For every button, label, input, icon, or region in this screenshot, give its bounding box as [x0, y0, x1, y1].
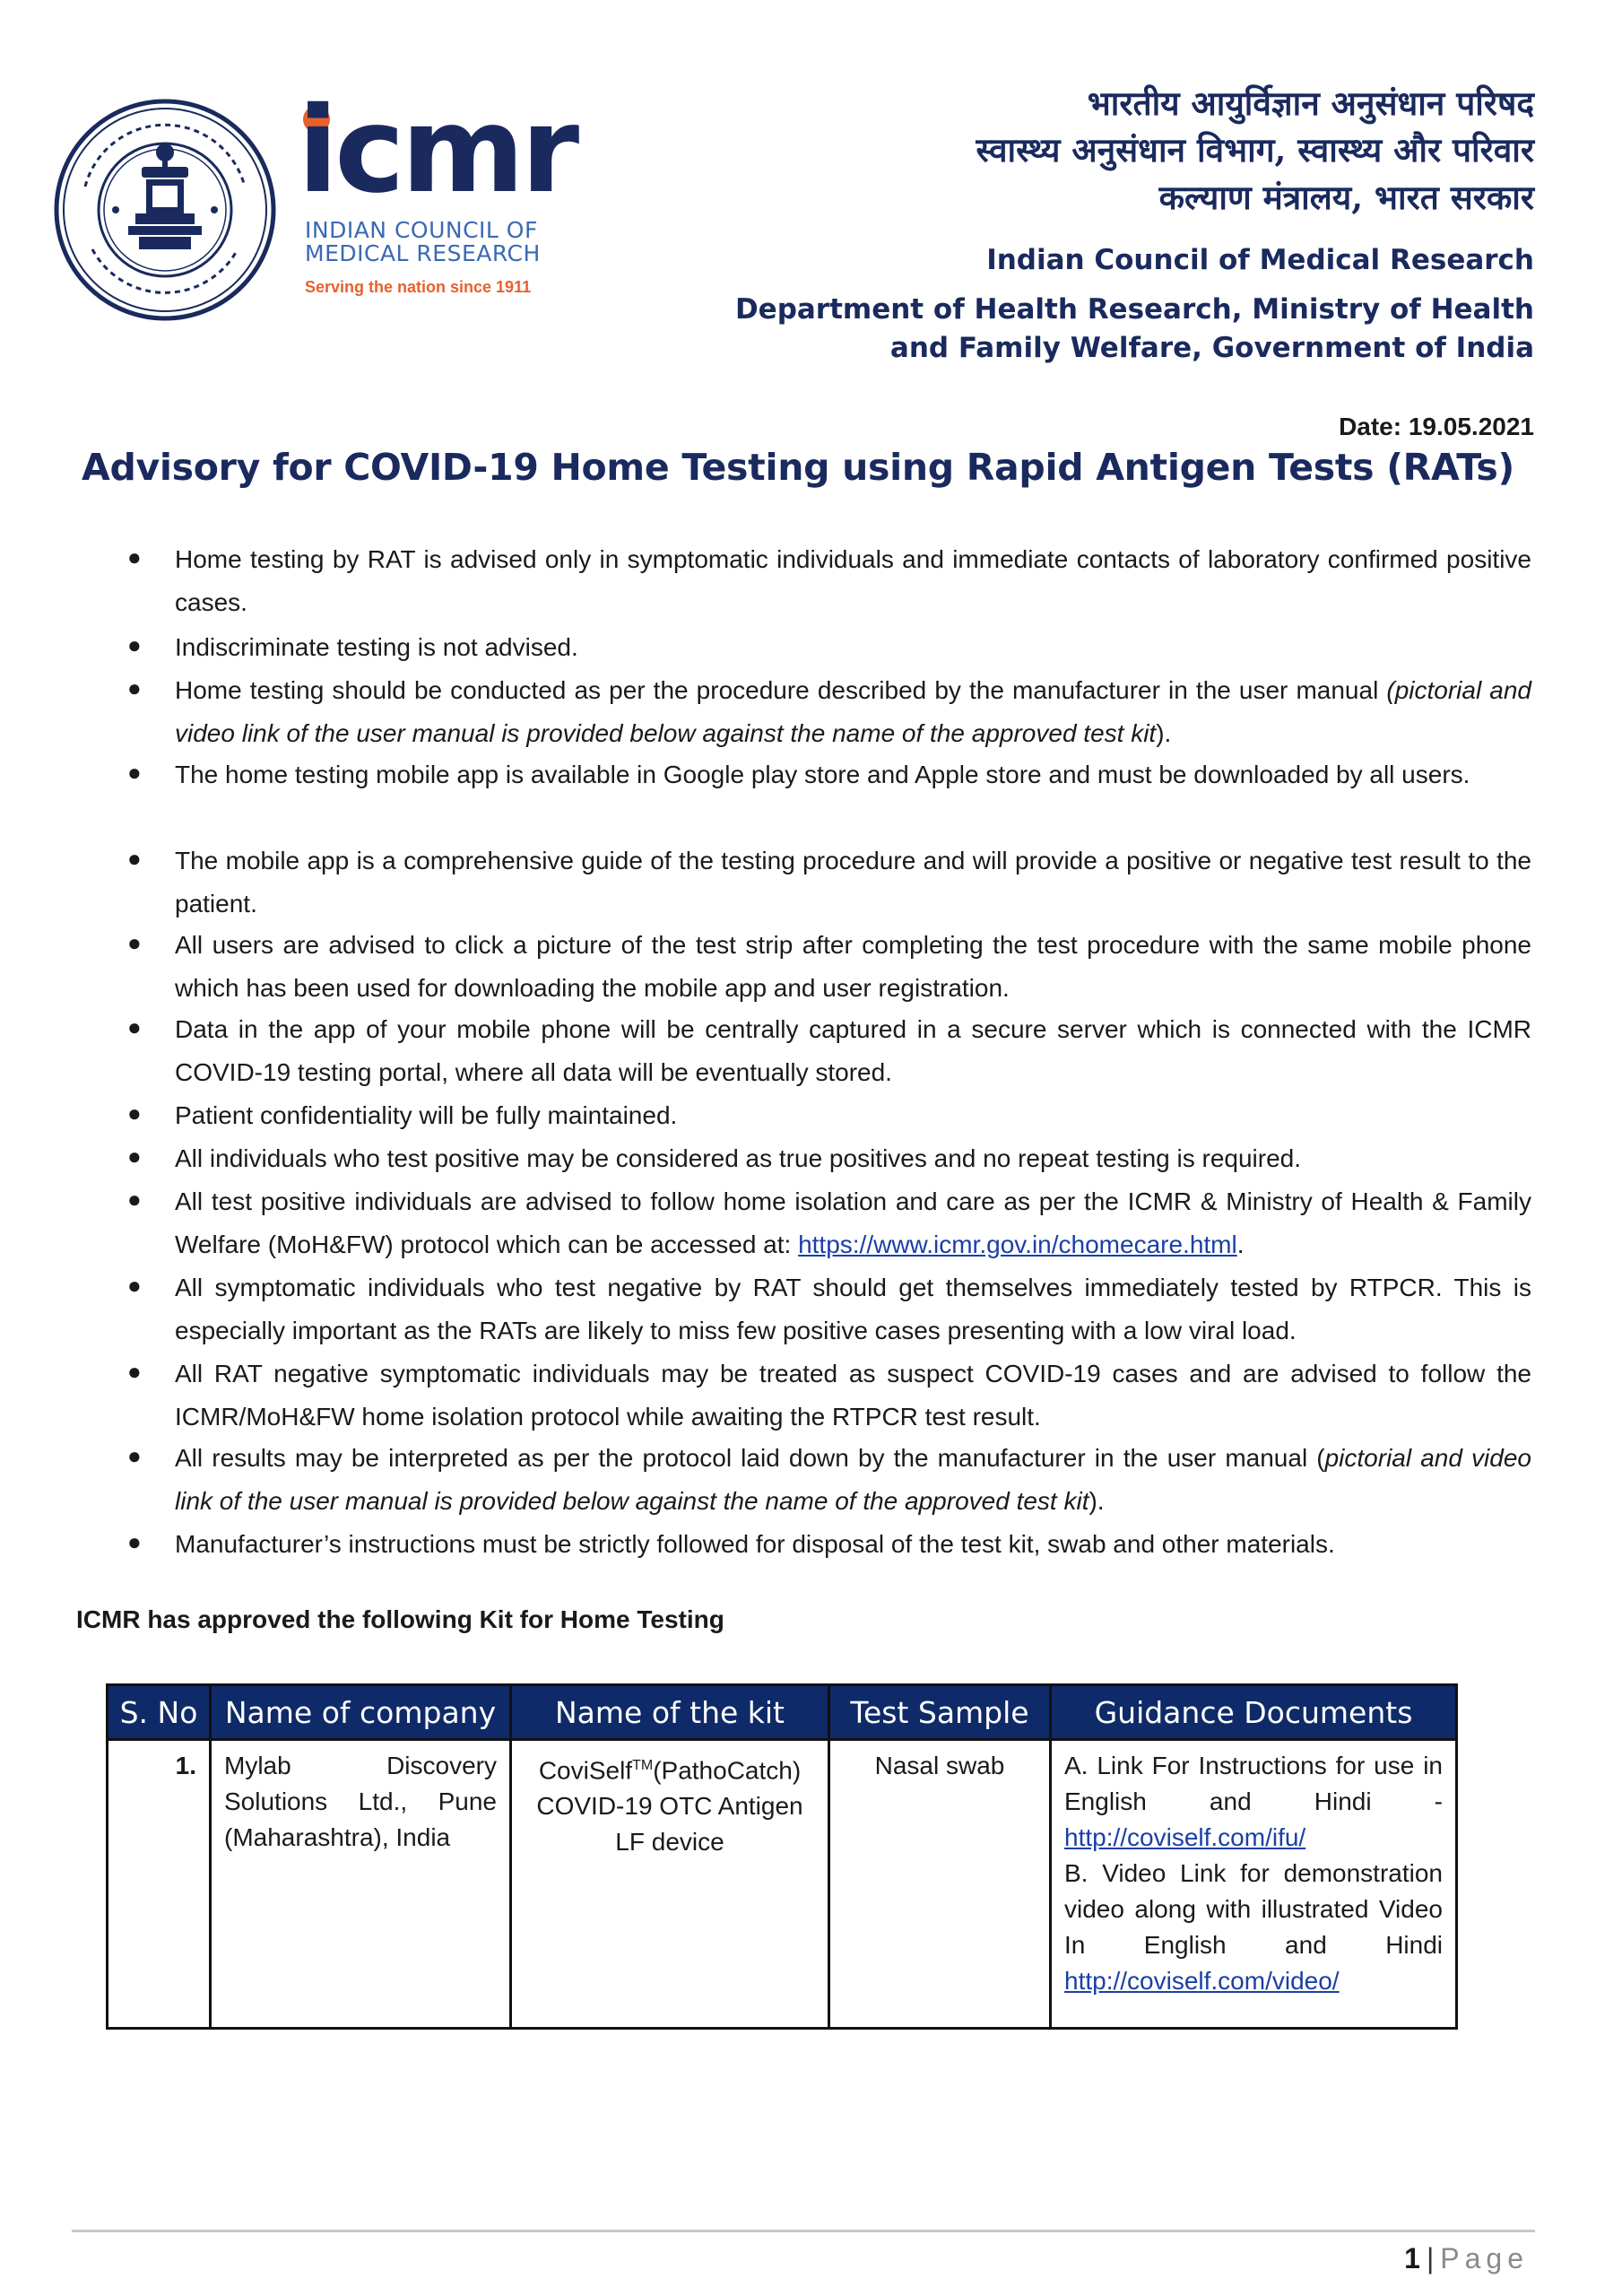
- bullet-dot-icon: ●: [127, 631, 142, 658]
- cell-test-sample: Nasal swab: [829, 1740, 1051, 2029]
- bullet-text: Manufacturer’s instructions must be strictly followed for disposal of the test kit, swab and other materials.: [175, 1530, 1335, 1558]
- instructions-link[interactable]: http://coviself.com/ifu/: [1064, 1823, 1306, 1851]
- english-header-line-3: and Family Welfare, Government of India: [889, 332, 1534, 364]
- page-number-value: 1: [1404, 2242, 1421, 2274]
- bullet-text: All individuals who test positive may be considered as true positives and no repeat testing is required.: [175, 1144, 1302, 1172]
- bullet-text: All RAT negative symptomatic individuals may be treated as suspect COVID-19 cases and are advised to follow the ICMR/MoH&FW home isolation protocol while awaiting the RTPCR test result.: [175, 1360, 1531, 1431]
- bullet-dot-icon: ●: [127, 544, 142, 570]
- homecare-link[interactable]: https://www.icmr.gov.in/chomecare.html: [798, 1231, 1237, 1258]
- bullet-dot-icon: ●: [127, 1100, 142, 1126]
- bullet-dot-icon: ●: [127, 929, 142, 956]
- header-company: Name of company: [211, 1685, 511, 1740]
- icmr-seal-logo: [49, 97, 281, 323]
- hindi-header-line-3: कल्याण मंत्रालय, भारत सरकार: [1158, 178, 1534, 217]
- bullet-dot-icon: ●: [127, 759, 142, 786]
- bullet-text: Home testing should be conducted as per the procedure described by the manufacturer in the user manual: [175, 676, 1387, 704]
- kit-name-text: CoviSelf: [538, 1756, 633, 1785]
- kit-name-rest: (PathoCatch) COVID-19 OTC Antigen LF device: [536, 1756, 803, 1857]
- table-header-row: [108, 1685, 1457, 1740]
- bullet-text: Patient confidentiality will be fully maintained.: [175, 1101, 678, 1129]
- bullet-text-end: ).: [1089, 1487, 1105, 1515]
- approved-kits-heading: ICMR has approved the following Kit for Home Testing: [76, 1605, 724, 1633]
- bullet-text: Indiscriminate testing is not advised.: [175, 633, 578, 661]
- document-title: Advisory for COVID-19 Home Testing using Rapid Antigen Tests (RATs): [82, 446, 1514, 489]
- hindi-header-line-1: भारतीय आयुर्विज्ञान अनुसंधान परिषद: [1087, 83, 1534, 123]
- bullet-dot-icon: ●: [127, 1272, 142, 1299]
- approved-kits-table: [106, 1683, 1458, 2030]
- bullet-text: Data in the app of your mobile phone will be centrally captured in a secure server which is connected with the ICMR COVID-19 testing portal, where all data will be eventually stored.: [175, 1015, 1531, 1086]
- footer-divider: [72, 2230, 1535, 2232]
- bullet-italic-note: pictorial and video link of the user manual is provided below against the name of the approved test kit: [175, 1444, 1531, 1515]
- cell-kit-name: [511, 1740, 829, 2029]
- bullet-dot-icon: ●: [127, 1358, 142, 1385]
- cell-sno: 1.: [108, 1740, 211, 2029]
- bullet-dot-icon: ●: [127, 1143, 142, 1170]
- english-header-line-1: Indian Council of Medical Research: [986, 244, 1534, 276]
- instructions-link-label: A. Link For Instructions for use in English and Hindi -: [1064, 1752, 1443, 1815]
- bullet-dot-icon: ●: [127, 1186, 142, 1213]
- bullet-text-end: ).: [1156, 719, 1172, 747]
- page-number: [1404, 2242, 1529, 2275]
- bullet-dot-icon: ●: [127, 845, 142, 872]
- hindi-header-line-2: स्वास्थ्य अनुसंधान विभाग, स्वास्थ्य और परिवार: [976, 130, 1534, 170]
- bullet-text: All users are advised to click a picture of the test strip after completing the test procedure with the same mobile phone which has been used for downloading the mobile app and user registration.: [175, 931, 1531, 1002]
- bullet-text-end: .: [1236, 1231, 1245, 1258]
- logo-subtitle: INDIAN COUNCIL OF MEDICAL RESEARCH: [305, 217, 541, 266]
- cell-guidance-documents: [1051, 1740, 1457, 2029]
- bullet-text: The home testing mobile app is available in Google play store and Apple store and must be downloaded by all users.: [175, 761, 1470, 788]
- header-kit-name: Name of the kit: [511, 1685, 829, 1740]
- video-link[interactable]: http://coviself.com/video/: [1064, 1967, 1340, 1995]
- bullet-text: All results may be interpreted as per the protocol laid down by the manufacturer in the user manual (: [175, 1444, 1325, 1472]
- english-header-line-2: Department of Health Research, Ministry of Health: [734, 293, 1534, 326]
- logo-wordmark: icmr: [298, 82, 577, 220]
- bullet-dot-icon: ●: [127, 1013, 142, 1040]
- bullet-text: All test positive individuals are advised to follow home isolation and care as per the ICMR & Ministry of Health & Family Welfare (MoH&FW) protocol which can be accessed at:: [175, 1187, 1531, 1258]
- document-date: Date: 19.05.2021: [1339, 413, 1534, 440]
- page-separator: |: [1426, 2242, 1436, 2274]
- bullet-dot-icon: ●: [127, 674, 142, 701]
- page-label: Page: [1440, 2242, 1529, 2274]
- bullet-text: The mobile app is a comprehensive guide of the testing procedure and will provide a positive or negative test result to the patient.: [175, 847, 1531, 918]
- icmr-wordmark-logo: [298, 82, 577, 305]
- video-link-label: B. Video Link for demonstration video along with illustrated Video In English and Hindi: [1064, 1859, 1443, 1959]
- bullet-text: All symptomatic individuals who test negative by RAT should get themselves immediately tested by RTPCR. This is especially important as the RATs are likely to miss few positive cases presenting with a low viral load.: [175, 1274, 1531, 1344]
- header-test-sample: Test Sample: [829, 1685, 1051, 1740]
- header-sno: S. No: [108, 1685, 211, 1740]
- bullet-text: Home testing by RAT is advised only in symptomatic individuals and immediate contacts of laboratory confirmed positive cases.: [175, 545, 1531, 616]
- trademark-mark: TM: [632, 1758, 654, 1773]
- logo-tagline: Serving the nation since 1911: [305, 278, 532, 296]
- header-guidance-documents: Guidance Documents: [1051, 1685, 1457, 1740]
- bullet-dot-icon: ●: [127, 1528, 142, 1555]
- bullet-dot-icon: ●: [127, 1442, 142, 1469]
- cell-company: Mylab Discovery Solutions Ltd., Pune (Maharashtra), India: [211, 1740, 511, 2029]
- table-row: [108, 1740, 1457, 2029]
- bullet-italic-note: (pictorial and video link of the user manual is provided below against the name of the approved test kit: [175, 676, 1531, 747]
